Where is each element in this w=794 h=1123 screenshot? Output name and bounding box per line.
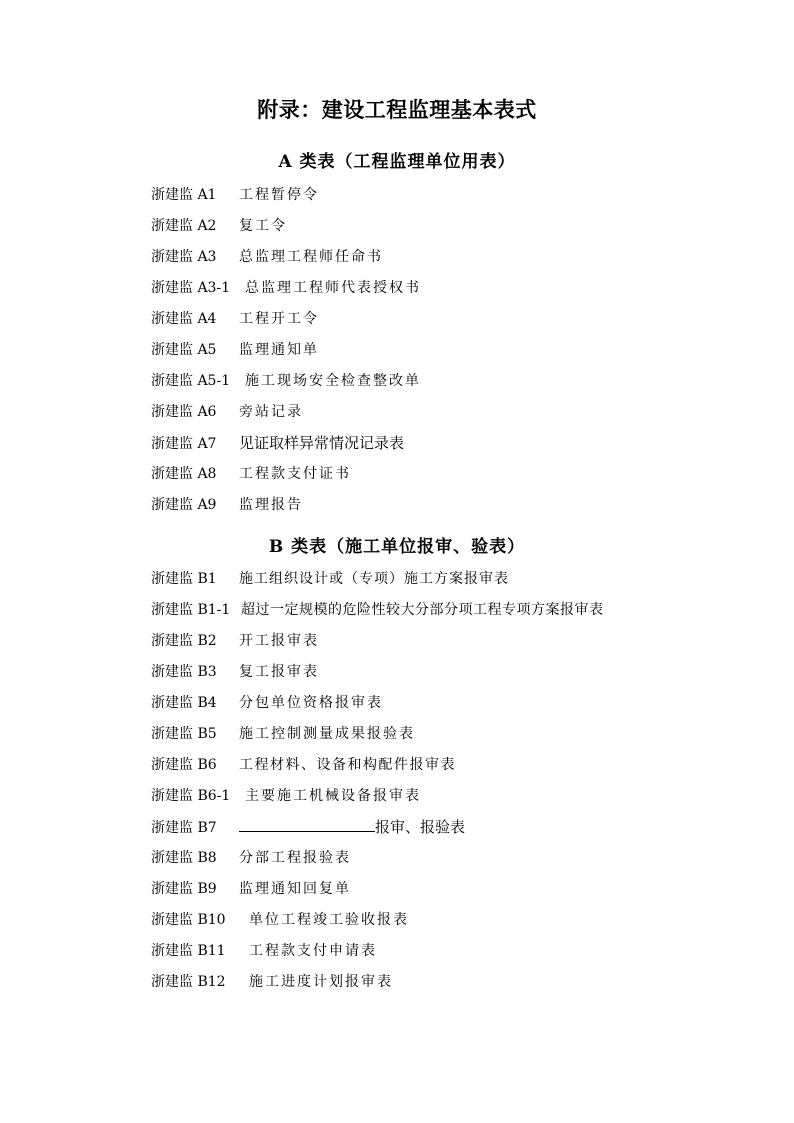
form-code: 浙建监 B1-1: [151, 602, 231, 618]
list-item-b1: [151, 564, 604, 595]
list-item-b3: [151, 657, 604, 688]
form-name: 工程材料、设备和构配件报审表: [239, 757, 456, 773]
form-name: 总监理工程师任命书: [239, 249, 383, 265]
form-name: 监理报告: [239, 497, 303, 513]
form-code: 浙建监 B6-1: [151, 788, 231, 804]
form-name: 总监理工程师代表授权书: [245, 280, 421, 296]
list-item-b8: [151, 843, 604, 874]
form-code: 浙建监 A9: [151, 497, 217, 513]
form-code: 浙建监 B3: [151, 664, 217, 680]
form-name: 监理通知单: [239, 342, 319, 358]
form-code: 浙建监 B11: [151, 943, 226, 959]
list-item-b5: [151, 719, 604, 750]
form-code: 浙建监 A6: [151, 404, 217, 420]
list-item-a4: [151, 304, 421, 335]
form-name: 主要施工机械设备报审表: [245, 788, 421, 804]
form-code: 浙建监 A5-1: [151, 373, 231, 389]
form-code: 浙建监 B1: [151, 571, 217, 587]
list-item-b2: [151, 626, 604, 657]
list-item-a6: [151, 397, 421, 428]
form-name: 复工令: [239, 218, 287, 234]
section-b-list: [151, 564, 604, 998]
section-a-list: [151, 180, 421, 521]
list-item-a5-1: [151, 366, 421, 397]
list-item-a2: [151, 211, 421, 242]
form-name: 复工报审表: [239, 664, 319, 680]
form-code: 浙建监 A4: [151, 311, 217, 327]
form-name: 施工控制测量成果报验表: [239, 726, 415, 742]
form-code: 浙建监 A5: [151, 342, 217, 358]
form-name: 工程暂停令: [239, 187, 319, 203]
list-item-b6-1: [151, 781, 604, 812]
form-name: 超过一定规模的危险性较大分部分项工程专项方案报审表: [241, 602, 604, 618]
form-name: 旁站记录: [239, 404, 303, 420]
form-name: 施工现场安全检查整改单: [245, 373, 421, 389]
form-code: 浙建监 A8: [151, 466, 217, 482]
list-item-b10: [151, 905, 604, 936]
page-title: 附录：建设工程监理基本表式: [257, 97, 537, 122]
blank-fill-line: [239, 817, 375, 832]
form-code: 浙建监 A2: [151, 218, 217, 234]
form-name: 施工进度计划报审表: [249, 974, 393, 990]
section-b-heading: B 类表（施工单位报审、验表）: [268, 537, 526, 557]
list-item-b9: [151, 874, 604, 905]
list-item-b11: [151, 936, 604, 967]
list-item-b1-1: [151, 595, 604, 626]
form-name: 施工组织设计或（专项）施工方案报审表: [239, 571, 509, 587]
form-code: 浙建监 A1: [151, 187, 217, 203]
list-item-b6: [151, 750, 604, 781]
form-code: 浙建监 B7: [151, 820, 217, 836]
form-name: 单位工程竣工验收报表: [249, 912, 409, 928]
form-name: 工程款支付申请表: [249, 943, 377, 959]
list-item-a3: [151, 242, 421, 273]
form-name: 分部工程报验表: [239, 850, 351, 866]
form-code: 浙建监 B6: [151, 757, 217, 773]
form-code: 浙建监 B4: [151, 695, 217, 711]
form-code: 浙建监 B8: [151, 850, 217, 866]
list-item-a1: [151, 180, 421, 211]
list-item-a3-1: [151, 273, 421, 304]
form-code: 浙建监 A7: [151, 436, 217, 452]
form-name: 见证取样异常情况记录表: [239, 434, 405, 452]
form-name: 报审、报验表: [375, 818, 466, 836]
section-a-heading: A 类表（工程监理单位用表）: [278, 152, 516, 172]
list-item-b7: [151, 812, 604, 843]
list-item-b12: [151, 967, 604, 998]
form-code: 浙建监 A3-1: [151, 280, 231, 296]
list-item-a5: [151, 335, 421, 366]
list-item-b4: [151, 688, 604, 719]
form-name: 工程款支付证书: [239, 466, 351, 482]
form-code: 浙建监 B9: [151, 881, 217, 897]
form-code: 浙建监 A3: [151, 249, 217, 265]
list-item-a9: [151, 490, 421, 521]
form-code: 浙建监 B5: [151, 726, 217, 742]
form-name: 开工报审表: [239, 633, 319, 649]
list-item-a7: [151, 428, 421, 459]
form-name: 监理通知回复单: [239, 881, 351, 897]
form-name: 工程开工令: [239, 311, 319, 327]
form-code: 浙建监 B2: [151, 633, 217, 649]
list-item-a8: [151, 459, 421, 490]
form-code: 浙建监 B10: [151, 912, 226, 928]
form-code: 浙建监 B12: [151, 974, 226, 990]
form-name: 分包单位资格报审表: [239, 695, 383, 711]
